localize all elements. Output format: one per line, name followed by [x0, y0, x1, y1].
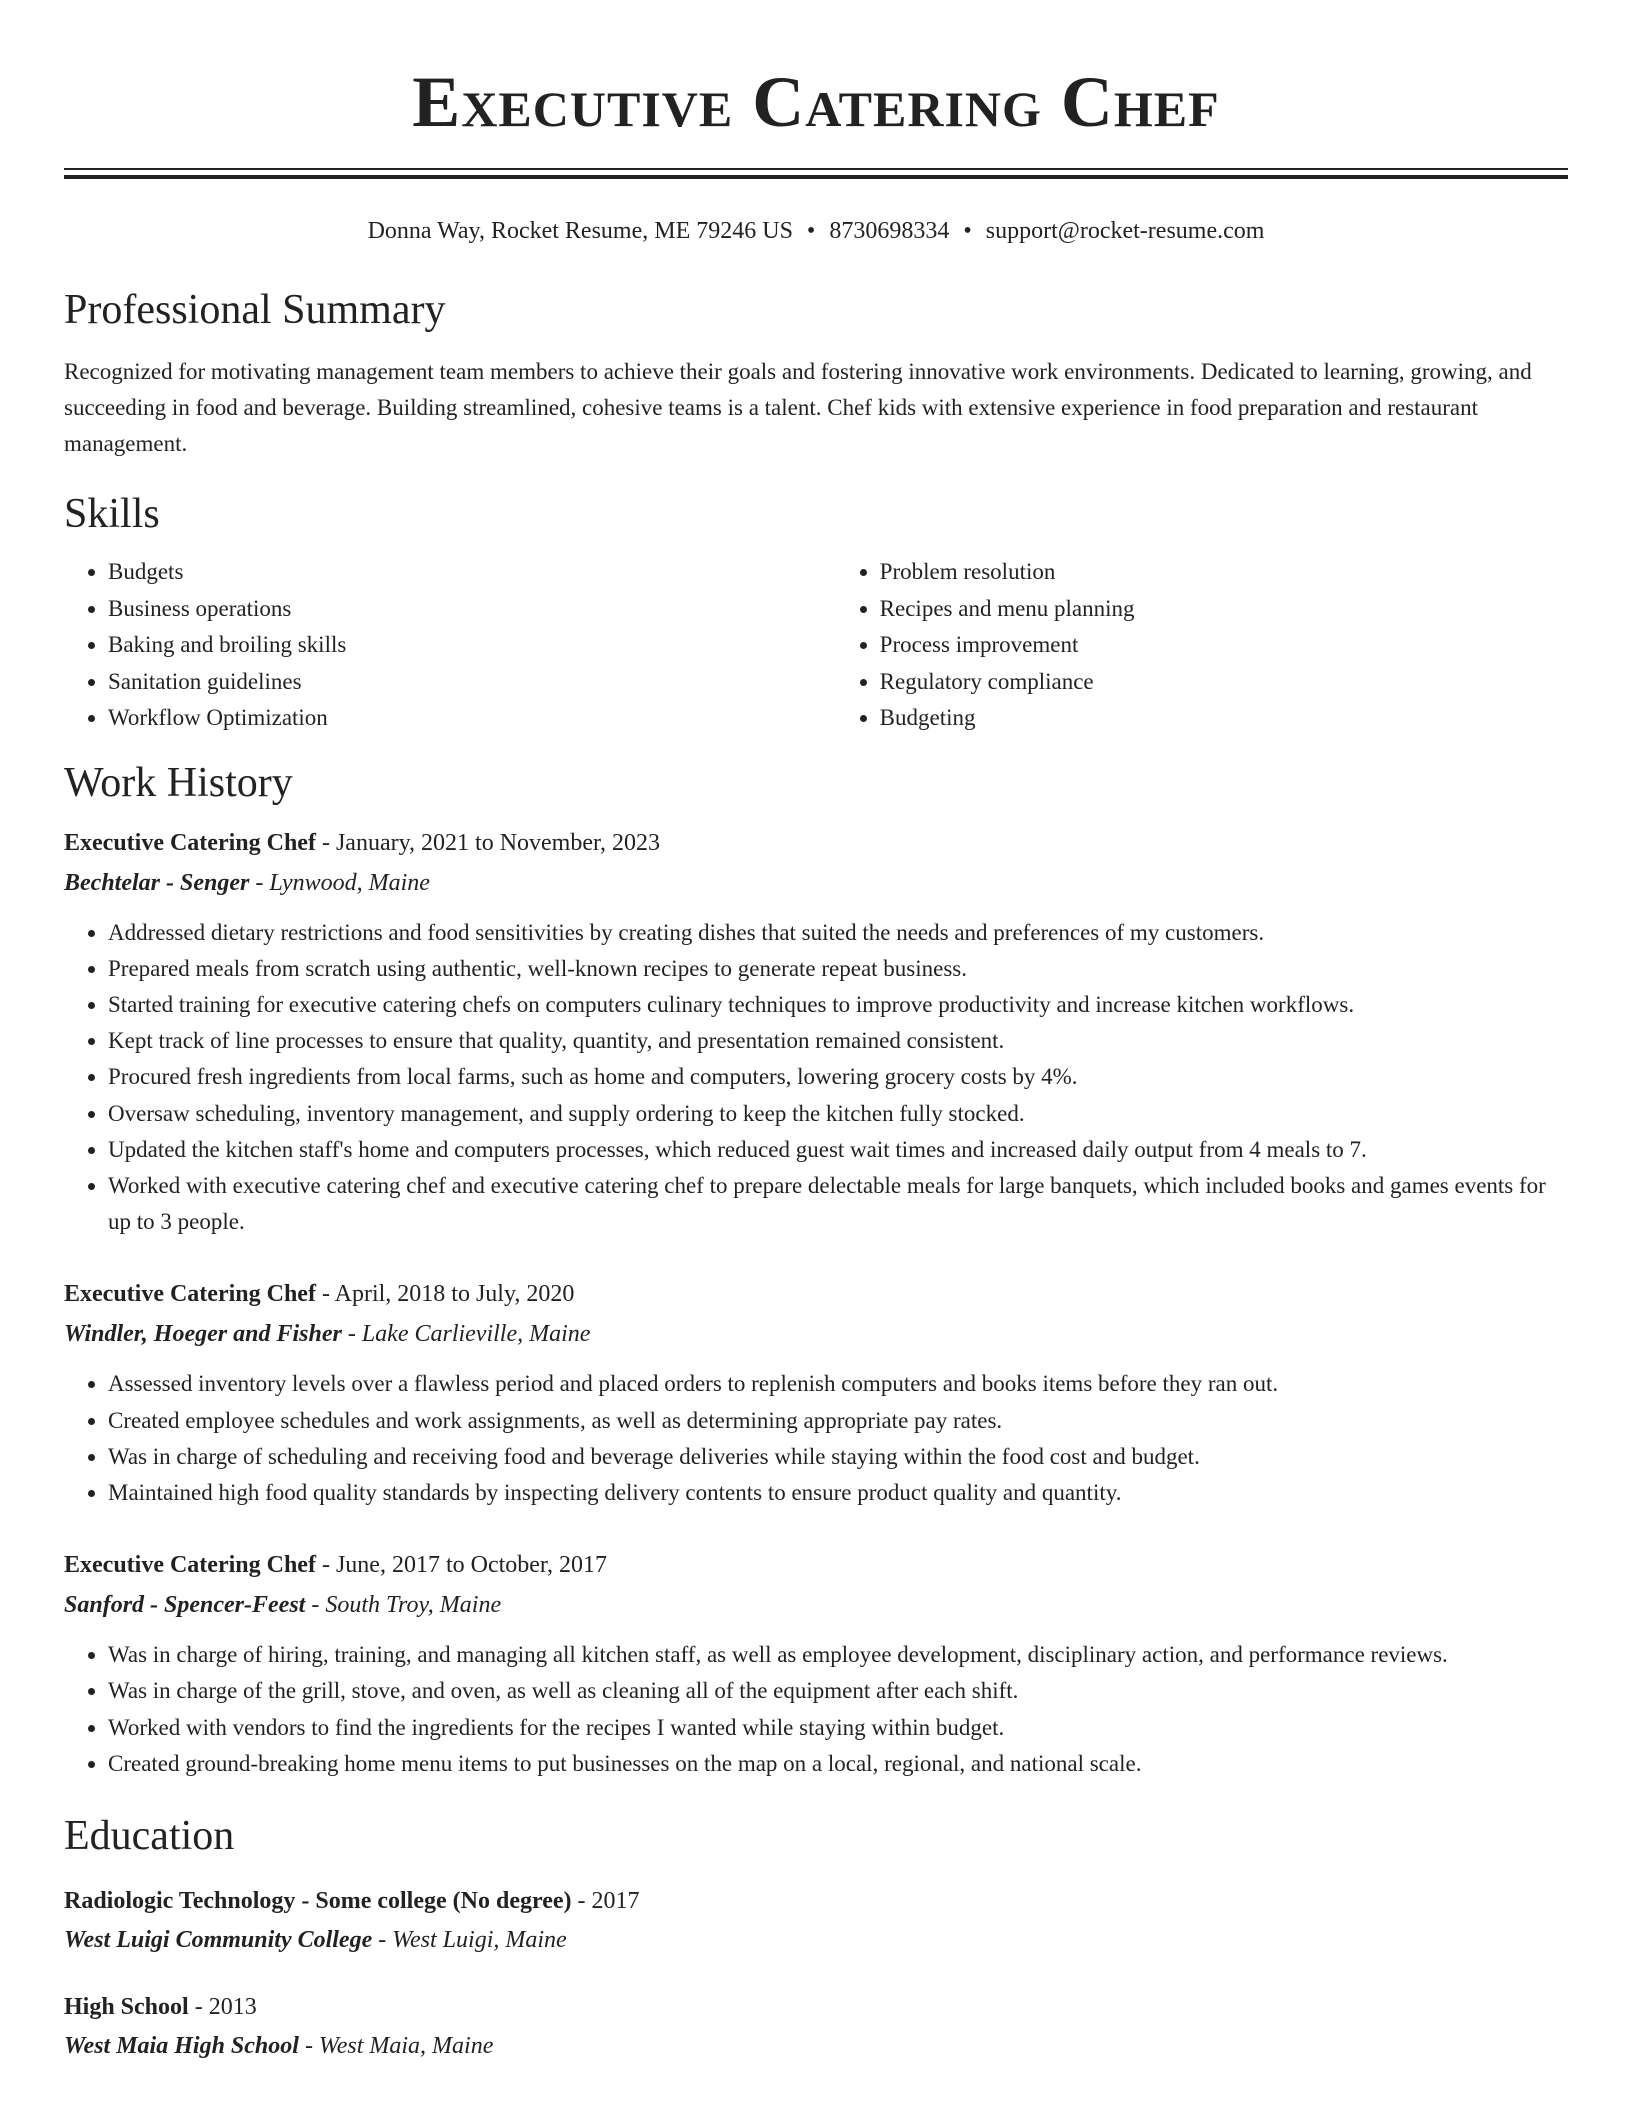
education-degree-line: [64, 1882, 1568, 1921]
job-dates: - April, 2018 to July, 2020: [315, 1281, 575, 1308]
education-location: - West Luigi, Maine: [372, 1926, 567, 1953]
job-company-line: [64, 1314, 1568, 1354]
job-location: - South Troy, Maine: [305, 1592, 502, 1619]
education-year: - 2013: [188, 1993, 257, 2020]
contact-separator: •: [963, 218, 972, 244]
job-bullets: [64, 915, 1568, 1241]
job-title-line: [64, 1545, 1568, 1585]
divider-line-thin: [64, 168, 1568, 170]
skill-item: • Process improvement: [880, 627, 1568, 664]
job-company: Bechtelar - Senger: [64, 869, 250, 896]
job-bullets: [64, 1366, 1568, 1511]
job-entry: [64, 823, 1568, 1241]
skills-heading: Skills: [64, 491, 160, 537]
job-bullet: • Kept track of line processes to ensure that quality, quantity, and presentation remained consistent.: [108, 1023, 1568, 1059]
job-bullet: • Was in charge of hiring, training, and managing all kitchen staff, as well as employee development, disciplinary action, and performance reviews.: [108, 1637, 1568, 1673]
title-divider: [64, 168, 1568, 180]
summary-heading: Professional Summary: [64, 287, 446, 333]
job-title: Executive Catering Chef: [64, 1552, 316, 1579]
skill-item: • Baking and broiling skills: [108, 627, 836, 664]
education-school-line: [64, 2027, 1568, 2066]
skills-column-right: [836, 554, 1568, 737]
job-title: Executive Catering Chef: [64, 829, 316, 856]
education-degree: High School: [64, 1993, 189, 2020]
job-location: - Lake Carlieville, Maine: [341, 1321, 591, 1348]
job-title: Executive Catering Chef: [64, 1281, 316, 1308]
skills-list: [64, 554, 1568, 737]
job-bullet: • Worked with vendors to find the ingredients for the recipes I wanted while staying within budget.: [108, 1710, 1568, 1746]
job-dates: - January, 2021 to November, 2023: [315, 829, 661, 856]
skill-item: • Business operations: [108, 591, 836, 628]
education-school: West Maia High School: [64, 2032, 299, 2059]
skill-item: • Sanitation guidelines: [108, 664, 836, 701]
job-title-line: [64, 823, 1568, 863]
job-title-line: [64, 1274, 1568, 1314]
education-year: - 2017: [571, 1887, 640, 1914]
skill-item: • Budgeting: [880, 700, 1568, 737]
job-bullet: • Maintained high food quality standards by inspecting delivery contents to ensure product quality and quantity.: [108, 1475, 1568, 1511]
education-degree: Radiologic Technology - Some college (No degree): [64, 1887, 572, 1914]
job-bullet: • Started training for executive catering chefs on computers culinary techniques to improve productivity and increase kitchen workflows.: [108, 987, 1568, 1023]
job-bullet: • Addressed dietary restrictions and food sensitivities by creating dishes that suited the needs and preferences of my customers.: [108, 915, 1568, 951]
contact-phone: 8730698334: [829, 218, 950, 244]
job-bullet: • Oversaw scheduling, inventory management, and supply ordering to keep the kitchen fully stocked.: [108, 1096, 1568, 1132]
skill-item: • Recipes and menu planning: [880, 591, 1568, 628]
contact-line: [64, 216, 1568, 246]
skill-item: • Regulatory compliance: [880, 664, 1568, 701]
education-degree-line: [64, 1988, 1568, 2027]
education-location: - West Maia, Maine: [298, 2032, 494, 2059]
job-bullet: • Prepared meals from scratch using authentic, well-known recipes to generate repeat business.: [108, 951, 1568, 987]
job-dates: - June, 2017 to October, 2017: [315, 1552, 607, 1579]
work-history-heading: Work History: [64, 759, 293, 806]
job-bullet: • Was in charge of the grill, stove, and oven, as well as cleaning all of the equipment after each shift.: [108, 1673, 1568, 1709]
skill-item: • Workflow Optimization: [108, 700, 836, 737]
job-bullet: • Procured fresh ingredients from local farms, such as home and computers, lowering grocery costs by 4%.: [108, 1059, 1568, 1095]
job-bullet: • Created employee schedules and work assignments, as well as determining appropriate pay rates.: [108, 1403, 1568, 1439]
job-company-line: [64, 1585, 1568, 1625]
job-entry: [64, 1545, 1568, 1782]
education-heading: Education: [64, 1812, 235, 1859]
divider-line-thick: [64, 175, 1568, 179]
education-entry: [64, 1988, 1568, 2066]
job-company-line: [64, 863, 1568, 903]
education-school: West Luigi Community College: [64, 1926, 373, 1953]
contact-email: support@rocket-resume.com: [985, 218, 1265, 244]
job-entry: [64, 1274, 1568, 1511]
education-school-line: [64, 1921, 1568, 1960]
job-bullets: [64, 1637, 1568, 1782]
job-company: Sanford - Spencer-Feest: [64, 1592, 306, 1619]
job-bullet: • Updated the kitchen staff's home and computers processes, which reduced guest wait times and increased daily output from 4 meals to 7.: [108, 1132, 1568, 1168]
contact-address: Donna Way, Rocket Resume, ME 79246 US: [367, 218, 793, 244]
skill-item: • Problem resolution: [880, 554, 1568, 591]
skills-column-left: [64, 554, 836, 737]
job-bullet: • Assessed inventory levels over a flawless period and placed orders to replenish computers and books items before they ran out.: [108, 1366, 1568, 1402]
job-company: Windler, Hoeger and Fisher: [64, 1321, 342, 1348]
job-location: - Lynwood, Maine: [249, 869, 430, 896]
resume-title: Executive Catering Chef: [412, 62, 1220, 142]
education-entry: [64, 1882, 1568, 1960]
job-bullet: • Created ground-breaking home menu items to put businesses on the map on a local, regional, and national scale.: [108, 1746, 1568, 1782]
summary-text: Recognized for motivating management team members to achieve their goals and fostering innovative work environments. Dedicated to learning, growing, and succeeding in food and beverage. Building streamlined, cohesive teams is a talent. Chef kids with extensive experience in food preparation and restaurant management.: [64, 359, 1532, 456]
skill-item: • Budgets: [108, 554, 836, 591]
job-bullet: • Was in charge of scheduling and receiving food and beverage deliveries while staying within the food cost and budget.: [108, 1439, 1568, 1475]
contact-separator: •: [806, 218, 816, 244]
job-bullet: • Worked with executive catering chef and executive catering chef to prepare delectable meals for large banquets, which included books and games events for up to 3 people.: [108, 1168, 1568, 1240]
